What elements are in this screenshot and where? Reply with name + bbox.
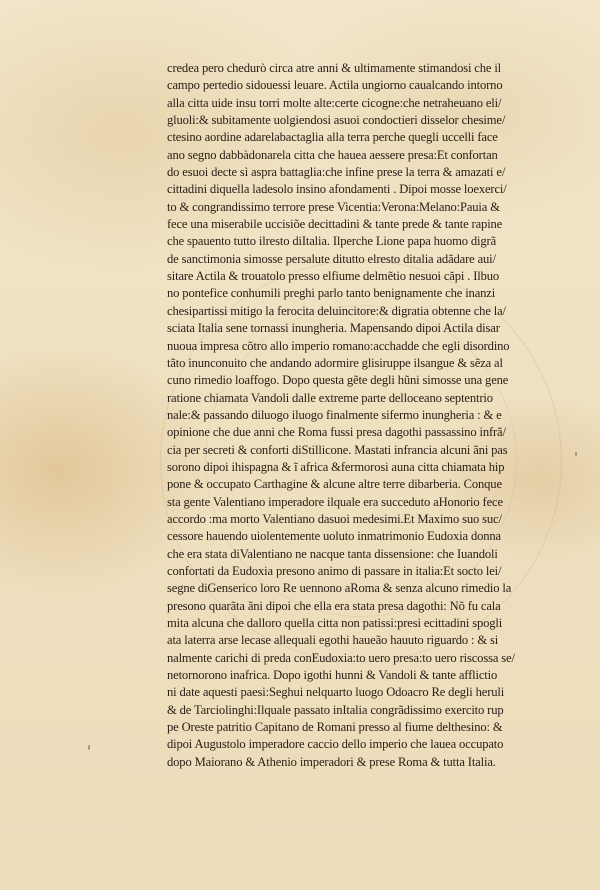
text-line: presono quarãta ãni dipoi che ella era stata presa dagothi: Nõ fu cala — [167, 598, 501, 613]
text-line: sitare Actila & trouatolo presso elfiume delmẽtio nesuoi căpi . Ilbuo — [167, 269, 500, 284]
text-line: alla citta uide insu torri molte alte:certe cicogne:che netraheuano eli/ — [167, 95, 502, 110]
ink-speck — [575, 452, 577, 456]
text-line: & de Tarciolinghi:Ilquale passato inItalia congrãdissimo exercito rup — [167, 702, 504, 717]
text-line: cia per secreti & conforti diStillicone. Mastati infrancia alcuni ãni pas — [167, 442, 508, 457]
text-line: credea pero chedurò circa atre anni & ultimamente stimandosi che il — [167, 61, 502, 75]
text-line: accordo :ma morto Valentiano dasuoi medesimi.Et Maximo suo suc/ — [167, 511, 502, 526]
text-line: ano segno dabbàdonarela citta che hauea aessere presa:Et confortan — [167, 147, 498, 162]
text-line: sciata Italia sene tornassi inungheria. Mapensando dipoi Actila disar — [167, 321, 500, 336]
text-line: sta gente Valentiano imperadore ilquale era succeduto aHonorio fece — [167, 494, 503, 509]
text-line: segne diGenserico loro Re uennono aRoma & senza alcuno rimedio la — [167, 581, 512, 596]
text-line: confortati da Eudoxia presono animo di passare in italia:Et socto lei/ — [167, 563, 502, 578]
text-line: ni date aquesti paesi:Seghui nelquarto luogo Odoacro Re degli heruli — [167, 685, 505, 700]
text-line: nalmente carichi di preda conEudoxia:to uero presa:to uero riscossa se/ — [167, 650, 515, 665]
text-line: de sanctimonia simosse persalute ditutto elresto ditalia adãdare aui/ — [167, 251, 496, 266]
text-line: campo pertedio sidouessi leuare. Actila ungiorno caualcando intorno — [167, 78, 503, 93]
text-line: nuoua impresa cõtro allo imperio romano:acchadde che egli disordino — [167, 338, 510, 353]
text-line: dopo Maiorano & Athenio imperadori & prese Roma & tutta Italia. — [167, 754, 496, 769]
text-line: gluoli:& subitamente uolgiendosi asuoi condoctieri disselor chesime/ — [167, 113, 506, 128]
text-line: mita alcuna che dalloro quella citta non patissi:presi ecittadini spogli — [167, 616, 503, 630]
text-line: pe Oreste patritio Capitano de Romani presso al fiume delthesino: & — [167, 720, 503, 735]
text-block — [167, 60, 527, 771]
text-line: dipoi Augustolo imperadore caccio dello imperio che lauea occupato — [167, 737, 504, 752]
text-line: netornorono inafrica. Dopo igothi hunni & Vandoli & tante afflictio — [167, 668, 498, 683]
text-line: chesipartissi mitigo la ferocita deluincitore:& digratia obtenne che la/ — [167, 303, 506, 318]
text-line: cessore hauendo uiolentemente uoluto inmatrimonio Eudoxia donna — [167, 529, 501, 544]
text-line: do esuoi decte sì aspra battaglia:che infine prese la terra & amazati e/ — [167, 165, 506, 180]
text-line: che era stata diValentiano ne nacque tanta dissensione: che Iuandoli — [167, 546, 498, 561]
text-line: no pontefice conhumili preghi parlo tanto benignamente che inanzi — [167, 286, 496, 301]
text-line: pone & occupato Carthagine & alcune altre terre dibarberia. Conque — [167, 477, 502, 492]
text-line: nale:& passando diluogo iluogo finalmente sifermo inungheria : & e — [167, 407, 502, 422]
text-line: ctesino aordine adarelabactaglia alla terra perche quegli uccelli face — [167, 130, 498, 145]
text-line: tãto inunconuito che andando adormire glisiruppe ilsangue & sẽza al — [167, 355, 503, 370]
text-line: che spauento tutto ilresto diItalia. Ilperche Lione papa huomo digrã — [167, 234, 497, 249]
text-line: ata laterra arse lecase allequali egothi haueão hauuto riguardo : & si — [167, 633, 499, 648]
ink-speck — [88, 745, 90, 750]
text-line: opinione che due anni che Roma fussi presa dagothi passassino infrã/ — [167, 425, 506, 440]
text-line: cuno rimedio loaffogo. Dopo questa gẽte degli hũni simosse una gene — [167, 373, 509, 388]
text-line: cittadini diquella ladesolo insino afondamenti . Dipoi mosse loexerci/ — [167, 182, 507, 197]
text-line: ratione chiamata Vandoli dalle extreme parte delloceano septentrio — [167, 390, 493, 405]
text-line: to & congrandissimo terrore prese Vicentia:Verona:Melano:Pauia & — [167, 199, 500, 214]
text-line: fece una miserabile uccisiõe decittadini & tante prede & tante rapine — [167, 217, 503, 232]
text-line: sorono dipoi ihispagna & ĩ africa &fermorosi auna citta chiamata hip — [167, 459, 505, 474]
